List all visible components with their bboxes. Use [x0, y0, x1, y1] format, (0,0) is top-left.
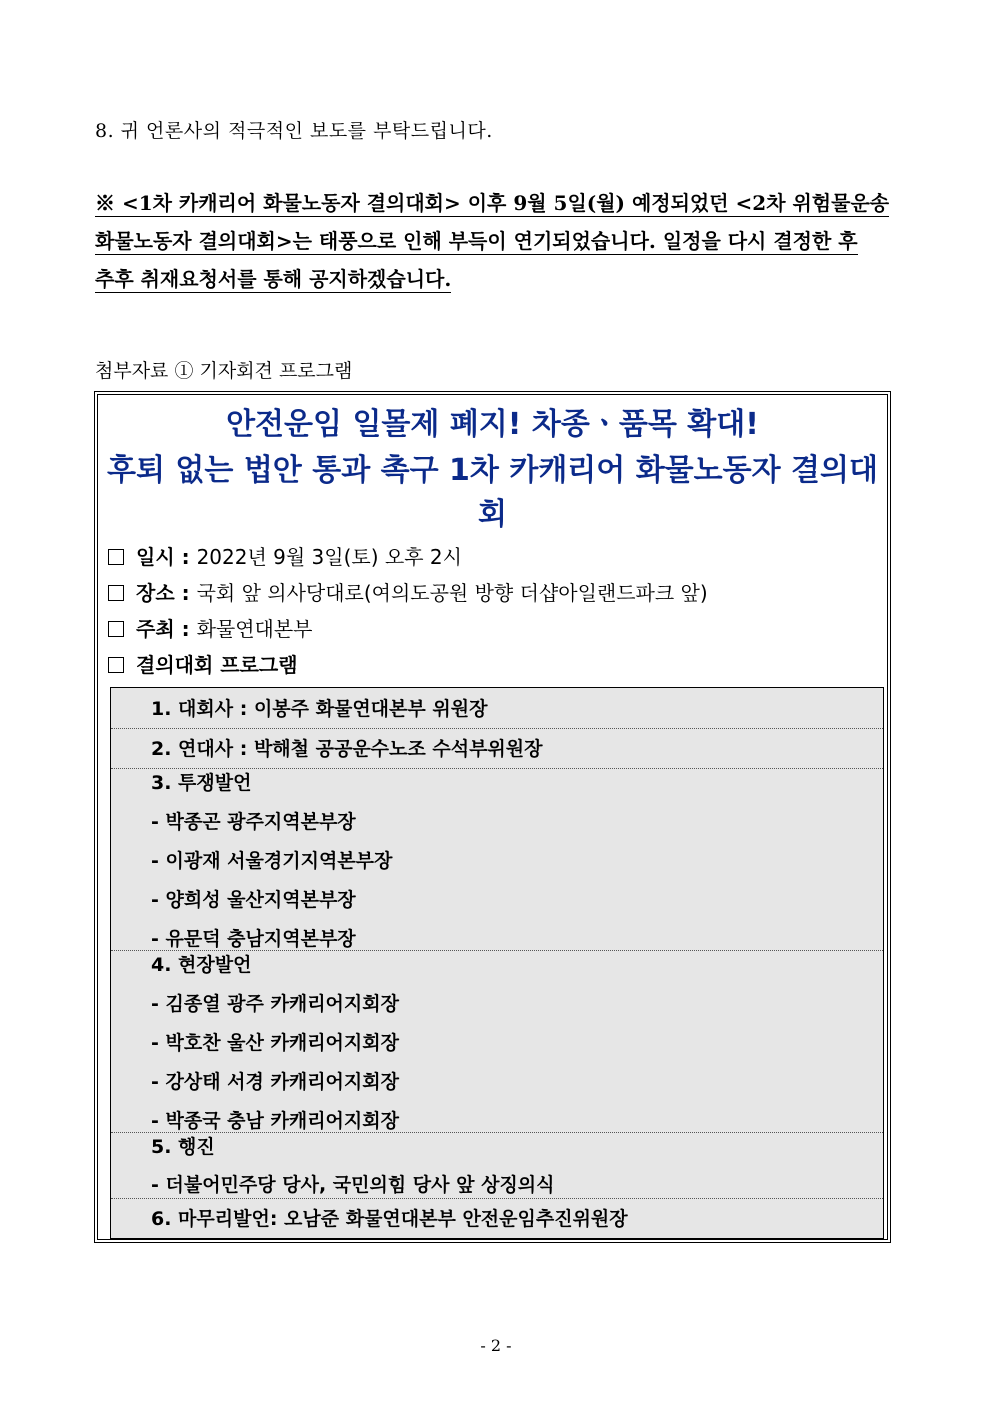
info-date-label: 일시 — [136, 545, 175, 569]
notice-line-1: ※ <1차 카캐리어 화물노동자 결의대회> 이후 9월 5일(월) 예정되었던 <2차 위험물운송 — [95, 191, 890, 215]
program-item-3-speaker-3: - 양희성 울산지역본부장 — [151, 889, 356, 911]
program-frame — [94, 391, 891, 1243]
postponement-notice — [95, 184, 900, 298]
info-date-sep: : — [174, 545, 197, 569]
program-frame-inner — [97, 394, 888, 1240]
item-8-text: 8. 귀 언론사의 적극적인 보도를 부탁드립니다. — [95, 120, 493, 142]
program-item-3-speaker-1: - 박종곤 광주지역본부장 — [151, 811, 356, 833]
program-item-1: 1. 대회사 : 이봉주 화물연대본부 위원장 — [151, 698, 488, 720]
info-host-label: 주최 — [136, 617, 175, 641]
program-item-4-speaker-1: - 김종열 광주 카캐리어지회장 — [151, 993, 399, 1015]
program-item-4-speaker-3: - 강상태 서경 카캐리어지회장 — [151, 1071, 399, 1093]
row-divider — [111, 728, 883, 729]
program-item-3-speaker-4: - 유문덕 충남지역본부장 — [151, 928, 356, 950]
notice-line-2: 화물노동자 결의대회>는 태풍으로 인해 부득이 연기되었습니다. 일정을 다시 결정한 후 — [95, 229, 858, 253]
checkbox-icon — [108, 549, 124, 565]
program-item-3-speaker-2: - 이광재 서울경기지역본부장 — [151, 850, 393, 872]
program-item-4-speaker-4: - 박종국 충남 카캐리어지회장 — [151, 1110, 399, 1132]
program-item-6: 6. 마무리발언: 오남준 화물연대본부 안전운임추진위원장 — [151, 1208, 628, 1230]
info-program-label: 결의대회 프로그램 — [136, 653, 298, 677]
info-date — [108, 541, 462, 570]
checkbox-icon — [108, 657, 124, 673]
checkbox-icon — [108, 621, 124, 637]
page-number: - 2 - — [480, 1336, 512, 1355]
row-divider — [111, 1132, 883, 1133]
info-host — [108, 613, 313, 642]
event-title-line-1: 안전운임 일몰제 폐지! 차종ㆍ품목 확대! — [226, 407, 759, 442]
info-host-sep: : — [174, 617, 197, 641]
info-place — [108, 577, 708, 606]
info-date-value: 2022년 9월 3일(토) 오후 2시 — [196, 545, 462, 569]
checkbox-icon — [108, 585, 124, 601]
program-item-2: 2. 연대사 : 박해철 공공운수노조 수석부위원장 — [151, 738, 543, 760]
info-place-value: 국회 앞 의사당대로(여의도공원 방향 더샵아일랜드파크 앞) — [196, 581, 708, 605]
attachment-label: 첨부자료 ① 기자회견 프로그램 — [95, 360, 353, 382]
info-program — [108, 649, 298, 678]
program-item-5-detail: - 더불어민주당 당사, 국민의힘 당사 앞 상징의식 — [151, 1174, 555, 1196]
event-title-line-2: 후퇴 없는 법안 통과 촉구 1차 카캐리어 화물노동자 결의대회 — [107, 453, 878, 532]
program-item-5-head: 5. 행진 — [151, 1136, 215, 1158]
info-place-sep: : — [174, 581, 197, 605]
info-place-label: 장소 — [136, 581, 175, 605]
row-divider — [111, 1198, 883, 1199]
program-item-4-speaker-2: - 박호찬 울산 카캐리어지회장 — [151, 1032, 399, 1054]
program-table — [110, 687, 884, 1239]
info-host-value: 화물연대본부 — [196, 617, 313, 641]
notice-line-3: 추후 취재요청서를 통해 공지하겠습니다. — [95, 267, 452, 291]
program-item-3-head: 3. 투쟁발언 — [151, 772, 252, 794]
program-item-4-head: 4. 현장발언 — [151, 954, 252, 976]
